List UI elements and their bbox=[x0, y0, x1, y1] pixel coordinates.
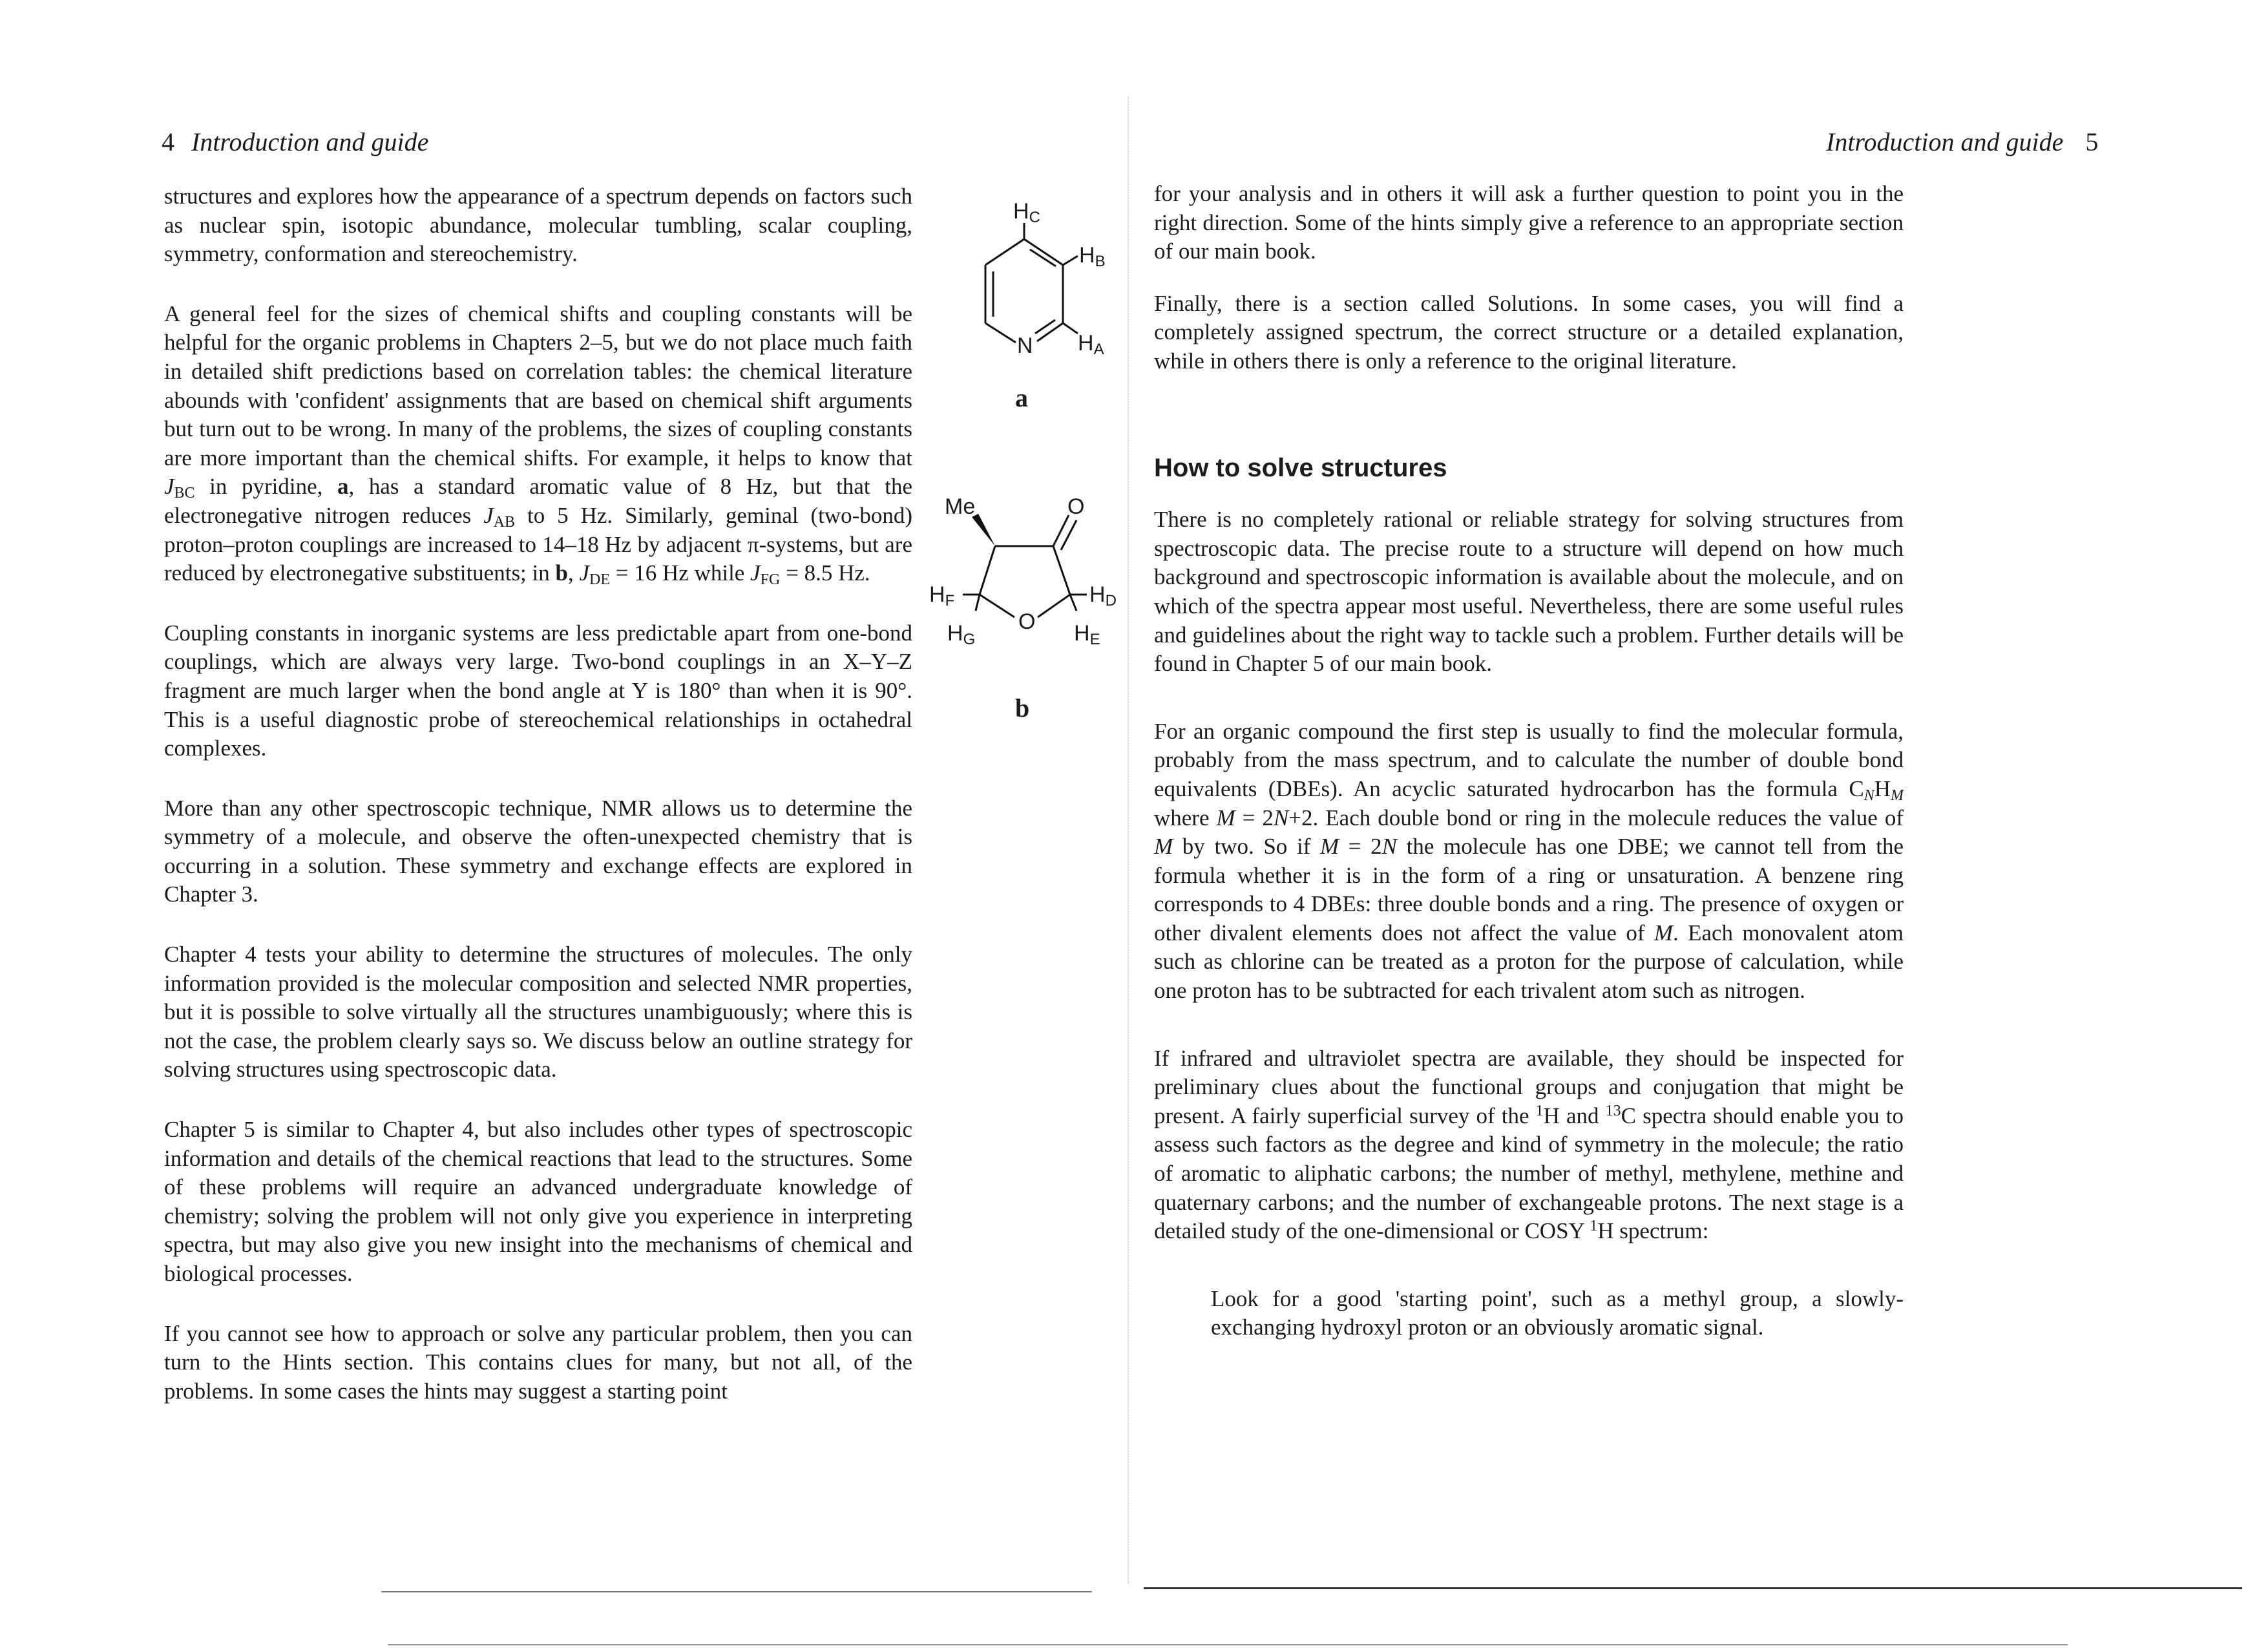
atom-hc: $H_C$ bbox=[1013, 199, 1040, 226]
section-heading: How to solve structures bbox=[1154, 453, 1447, 482]
atom-hb: $H_B$ bbox=[1079, 243, 1106, 270]
atom-o-carbonyl: O bbox=[1067, 494, 1085, 519]
atom-n: N bbox=[1017, 333, 1033, 358]
left-running-head bbox=[162, 127, 428, 157]
indented-guideline: Look for a good 'starting point', such as a methyl group, a slowly-exchanging hydroxyl proton or an obviously aromatic signal. bbox=[1211, 1285, 1904, 1340]
paragraph: for your analysis and in others it will ask a further question to point you in the right direction. Some of the hints simply give a reference to an appropriate section of our main book. bbox=[1154, 181, 1904, 264]
paragraph: There is no completely rational or reliable strategy for solving structures from spectroscopic data. The precise route to a structure will depend on how much background and spectroscopic information is available about the molecule, and on which of the spectra appear most useful. Nevertheless, there are some useful rules and guidelines about the right way to tackle such a problem. Further details will be found in Chapter 5 of our main book. bbox=[1154, 507, 1904, 677]
right-page-number: 5 bbox=[2085, 127, 2099, 156]
atom-hd: $H_D$ bbox=[1089, 582, 1117, 609]
atom-hg: $H_G$ bbox=[947, 621, 976, 648]
paragraph: If you cannot see how to approach or solve any particular problem, then you can turn to the Hints section. This contains clues for many, but not all, of the problems. In some cases the hints may suggest a starting point bbox=[164, 1320, 912, 1404]
paragraph-coupling-sizes: A general feel for the sizes of chemical shifts and coupling constants will be helpful for the organic problems in Chapters 2–5, but we do not place much faith in detailed shift predictions based on correlation tables: the chemical literature abounds with 'confident' assignments that are based on chemical shift arguments but turn out to be wrong. In many of the problems, the sizes of coupling constants are more important than the chemical shifts. For example, it helps to know that $J_{BC}$ in pyridine, a, has a standard aromatic value of 8 Hz, but that the electronegative nitrogen reduces $J_{AB}$ to 5 Hz. Similarly, geminal (two-bond) proton–proton couplings are increased to 14–18 Hz by adjacent π-systems, but are reduced by electronegative substituents; in b, $J_{DE} = 16$ Hz while $J_{FG} = 8.5$ Hz. bbox=[164, 301, 912, 589]
wedge-bond bbox=[972, 514, 995, 546]
left-running-title: Introduction and guide bbox=[191, 127, 429, 156]
bottom-rule-left bbox=[381, 1591, 1092, 1592]
left-page-number: 4 bbox=[162, 127, 174, 156]
atom-hf: $H_F$ bbox=[929, 582, 955, 609]
pyridine-structure bbox=[943, 194, 1111, 414]
bottom-rule-right bbox=[1144, 1587, 2242, 1589]
paragraph: Coupling constants in inorganic systems are less predictable apart from one-bond couplings, which are always very large. Two-bond couplings in an X–Y–Z fragment are much larger when the bond angle at Y is 180° than when it is 90°. This is a useful diagnostic probe of stereochemical relationships in octahedral complexes. bbox=[164, 620, 912, 761]
right-running-title: Introduction and guide bbox=[1826, 127, 2064, 156]
paragraph-spectra-survey: If infrared and ultraviolet spectra are available, they should be inspected for preliminary clues about the functional groups and conjugation that might be present. A fairly superficial survey of the $^1$H and $^{13}$C spectra should enable you to assess such factors as the degree and kind of symmetry in the molecule; the ratio of aromatic to aliphatic carbons; the number of methyl, methylene, methine and quaternary carbons; and the number of exchangeable protons. The next stage is a detailed study of the one-dimensional or COSY $^1$H spectrum: bbox=[1154, 1045, 1904, 1244]
figure-a-label: a bbox=[1015, 383, 1028, 412]
bottom-edge-rule bbox=[388, 1644, 2068, 1645]
figure-furanone bbox=[924, 481, 1137, 669]
paragraph-dbe: For an organic compound the first step is usually to find the molecular formula, probably from the mass spectrum, and to calculate the number of double bond equivalents (DBEs). An acyclic saturated hydrocarbon has the formula $C_NH_M$ where M = 2N+2. Each double bond or ring in the molecule reduces the value of M by two. So if M = 2N the molecule has one DBE; we cannot tell from the formula whether it is in the form of a ring or unsaturation. A benzene ring corresponds to 4 DBEs: three double bonds and a ring. The presence of oxygen or other divalent elements does not affect the value of M. Each monovalent atom such as chlorine can be treated as a proton for the purpose of calculation, while one proton has to be subtracted for each trivalent atom such as nitrogen. bbox=[1154, 718, 1904, 1004]
paragraph: Finally, there is a section called Solutions. In some cases, you will find a completely assigned spectrum, the correct structure or a detailed explanation, while in others there is only a reference to the original literature. bbox=[1154, 290, 1904, 374]
paragraph: More than any other spectroscopic technique, NMR allows us to determine the symmetry of a molecule, and observe the often-unexpected chemistry that is occurring in a solution. These symmetry and exchange effects are explored in Chapter 3. bbox=[164, 795, 912, 907]
gutter-divider bbox=[1128, 97, 1129, 1583]
atom-me: Me bbox=[945, 494, 976, 519]
right-page-body bbox=[1154, 180, 1904, 1366]
atom-he: $H_E$ bbox=[1074, 621, 1100, 648]
right-running-head bbox=[1826, 127, 2098, 157]
figure-b-label: b bbox=[1015, 693, 1030, 723]
paragraph: Chapter 5 is similar to Chapter 4, but also includes other types of spectroscopic information and details of the chemical reactions that lead to the structures. Some of these problems will require an advanced undergraduate knowledge of chemistry; solving the problem will not only give you experience in interpreting spectra, but may also give you new insight into the mechanisms of chemical and biological processes. bbox=[164, 1117, 912, 1286]
paragraph: Chapter 4 tests your ability to determine the structures of molecules. The only information provided is the molecular composition and selected NMR properties, but it is possible to solve virtually all the structures unambiguously; where this is not the case, the problem clearly says so. We discuss below an outline strategy for solving structures using spectroscopic data. bbox=[164, 942, 912, 1083]
atom-o-ring: O bbox=[1018, 609, 1036, 634]
left-page-body bbox=[164, 182, 912, 1437]
atom-ha: $H_A$ bbox=[1078, 331, 1104, 358]
paragraph: structures and explores how the appearance of a spectrum depends on factors such as nuclear spin, isotopic abundance, molecular tumbling, scalar coupling, symmetry, conformation and stereochemistry. bbox=[164, 184, 912, 267]
figure-pyridine bbox=[943, 194, 1111, 414]
